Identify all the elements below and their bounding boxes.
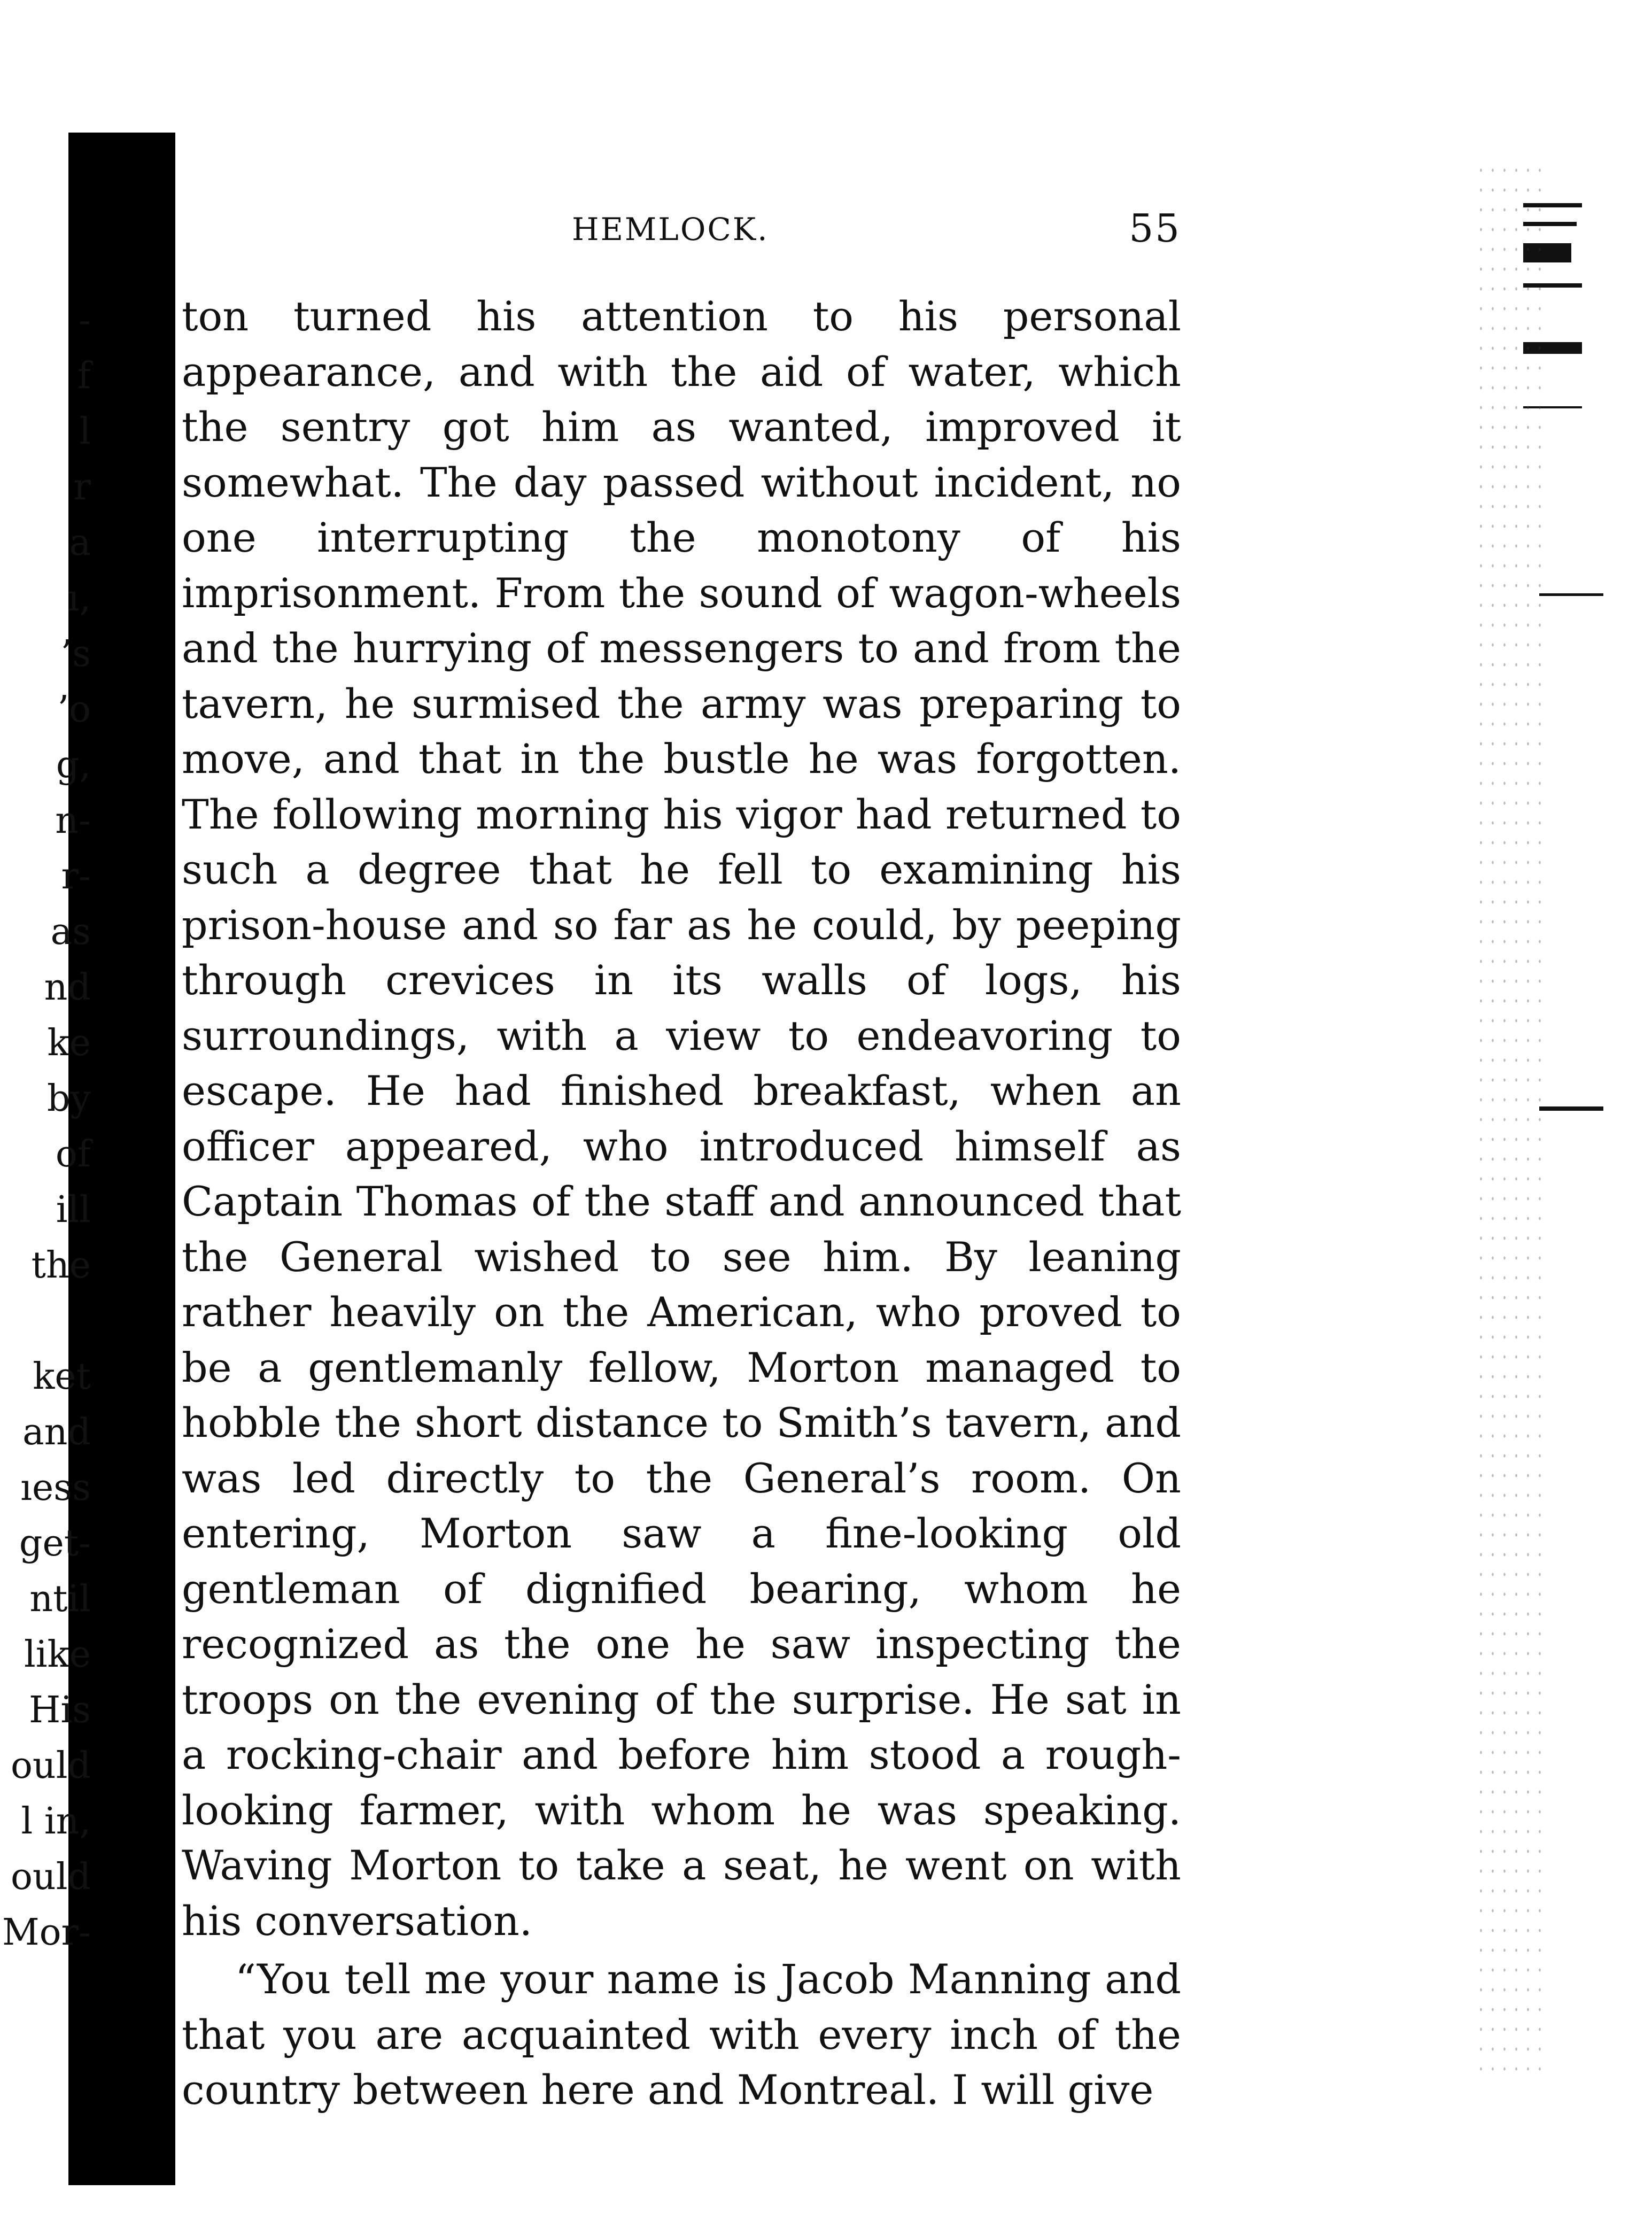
margin-fragment: ’o <box>57 688 91 731</box>
edge-mark <box>1539 1106 1603 1111</box>
margin-fragment: ould <box>10 1856 91 1898</box>
paragraph: “You tell me your name is Jacob Manning and that you are acquainted with every inch of the country between here and Montreal. I will give <box>182 1955 1181 2114</box>
margin-fragment: a <box>69 522 91 564</box>
margin-fragment: as <box>50 911 91 953</box>
body-text <box>182 289 1181 2118</box>
margin-fragment: ke <box>47 1022 91 1064</box>
margin-fragment: l <box>79 411 91 453</box>
running-title: HEMLOCK. <box>572 211 769 247</box>
margin-fragment: r <box>73 466 91 508</box>
margin-fragment <box>0 1294 91 1349</box>
margin-fragment: n- <box>55 800 91 842</box>
margin-fragment: ket <box>33 1356 91 1398</box>
margin-fragment: nd <box>44 966 91 1009</box>
margin-fragment: l in, <box>21 1800 91 1843</box>
margin-fragment: like <box>24 1634 91 1676</box>
margin-fragment: His <box>29 1689 91 1731</box>
edge-mark <box>1539 593 1603 596</box>
margin-fragment: by <box>47 1078 91 1120</box>
margin-fragment: ould <box>10 1745 91 1787</box>
margin-fragment: - <box>79 299 91 342</box>
scan-noise <box>1475 160 1545 2085</box>
margin-fragment: Mor- <box>2 1911 91 1954</box>
margin-fragment: g, <box>56 744 91 786</box>
margin-fragment: r- <box>61 855 91 897</box>
margin-fragment: and <box>22 1411 91 1453</box>
margin-fragment: of <box>55 1133 91 1175</box>
margin-fragment: get- <box>19 1522 91 1565</box>
margin-fragment: f <box>77 355 91 397</box>
margin-fragment: ı, <box>67 577 91 620</box>
margin-fragment: ntil <box>29 1578 91 1620</box>
facing-page-fragments <box>0 293 91 1961</box>
margin-fragment: ’s <box>60 633 91 675</box>
margin-fragment: the <box>31 1244 91 1287</box>
page-number: 55 <box>1129 206 1181 251</box>
margin-fragment: ıess <box>20 1467 91 1509</box>
paragraph: ton turned his attention to his personal appearance, and with the aid of water, which the sentry got him as wanted, improved it somewhat. The day passed without incident, no one interrupting the monotony of his imprisonment. From the sound of wagon-wheels and the hurrying of messengers to and from the tavern, he surmised the army was preparing to move, and that in the bustle he was forgotten. The following morning his vigor had returned to such a degree that he fell to examining his prison-house and so far as he could, by peeping through crevices in its walls of logs, his surroundings, with a view to endeavoring to escape. He had finished breakfast, when an officer appeared, who introduced himself as Captain Thomas of the staff and announced that the General wished to see him. By leaning rather heavily on the American, who proved to be a gentlemanly fellow, Morton managed to hobble the short distance to Smith’s tavern, and was led directly to the General’s room. On entering, Morton saw a fine-looking old gentleman of dignified bearing, whom he recognized as the one he saw inspecting the troops on the evening of the surprise. He sat in a rocking-chair and before him stood a rough-looking farmer, with whom he was speaking. Waving Morton to take a seat, he went on with his conversation. <box>182 292 1181 1945</box>
margin-fragment: ill <box>56 1189 91 1231</box>
